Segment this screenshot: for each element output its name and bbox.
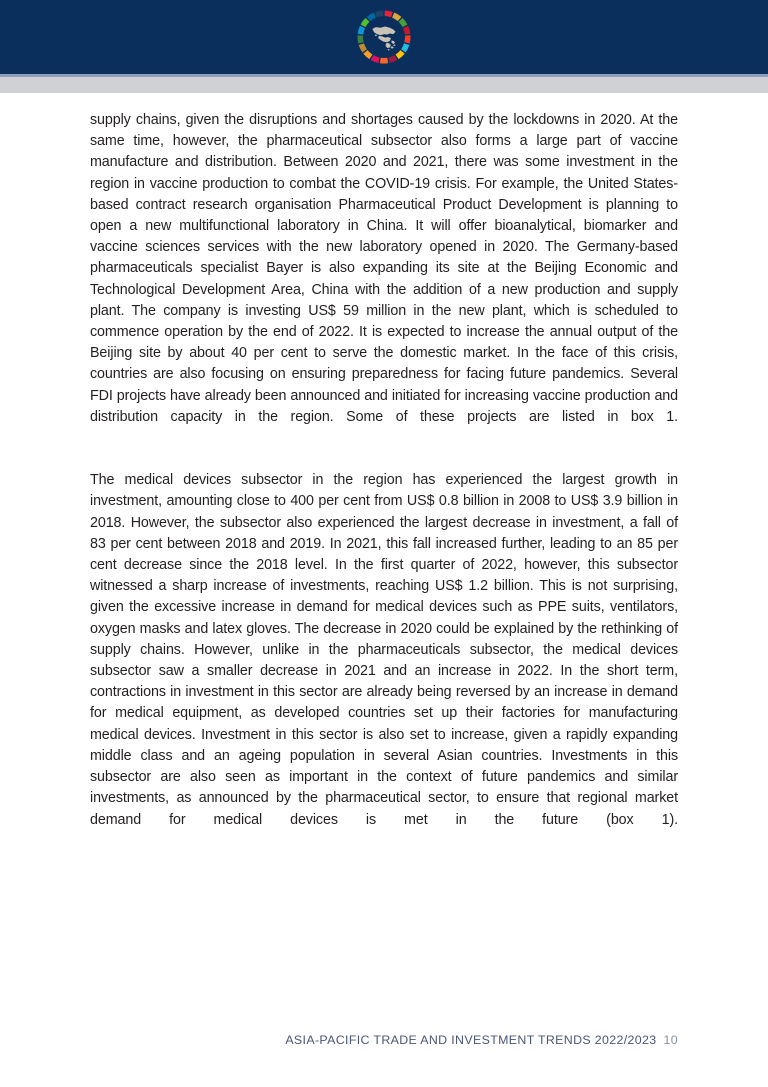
body-paragraph-2: The medical devices subsector in the region has experienced the largest growth in investment, amounting close to 400 per cent from US$ 0.8 billion in 2008 to US$ 3.9 billion in 2018. However, the subsector also experienced the largest decrease in investment, a fall of 83 per cent between 2018 and 2019. In 2021, this fall increased further, leading to an 85 per cent decrease since the 2018 level. In the first quarter of 2022, however, this subsector witnessed a sharp increase of investments, reaching US$ 1.2 billion. This is not surprising, given the excessive increase in demand for medical devices such as PPE suits, ventilators, oxygen masks and latex gloves. The decrease in 2020 could be explained by the rethinking of supply chains. However, unlike in the pharmaceuticals subsector, the medical devices subsector saw a smaller decrease in 2021 and an increase in 2022. In the short term, contractions in investment in this sector are already being reversed by an increase in demand for medical equipment, as developed countries set up their factories for manufacturing medical devices. Investment in this sector is also set to increase, given a rapidly expanding middle class and an ageing population in several Asian countries. Investments in this subsector are also seen as important in the context of future pandemics and similar investments, as announced by the pharmaceutical sector, to ensure that regional market demand for medical devices is met in the future (box 1). <box>90 472 678 828</box>
footer-publication-title: ASIA-PACIFIC TRADE AND INVESTMENT TRENDS 2022/2023 <box>285 1033 657 1047</box>
page-header-bar <box>0 0 768 74</box>
footer-page-number: 10 <box>663 1033 678 1047</box>
body-paragraph-1: supply chains, given the disruptions and shortages caused by the lockdowns in 2020. At the same time, however, the pharmaceutical subsector also forms a large part of vaccine manufacture and distribution. Between 2020 and 2021, there was some investment in the region in vaccine production to combat the COVID-19 crisis. For example, the United States-based contract research organisation Pharmaceutical Product Development is planning to open a new multifunctional laboratory in China. It will offer bioanalytical, biomarker and vaccine sciences services with the new laboratory opened in 2020. The Germany-based pharmaceuticals specialist Bayer is also expanding its site at the Beijing Economic and Technological Development Area, China with the addition of a new production and supply plant. The company is investing US$ 59 million in the new plant, which is scheduled to commence operation by the end of 2022. It is expected to increase the annual output of the Beijing site by about 40 per cent to serve the domestic market. In the face of this crisis, countries are also focusing on ensuring preparedness for facing future pandemics. Several FDI projects have already been announced and initiated for increasing vaccine production and distribution capacity in the region. Some of these projects are listed in box 1. <box>90 112 678 425</box>
escap-sdg-wheel-logo <box>355 8 413 66</box>
page-body-content <box>90 110 678 852</box>
page-footer <box>0 1031 768 1049</box>
header-gray-band <box>0 77 768 93</box>
